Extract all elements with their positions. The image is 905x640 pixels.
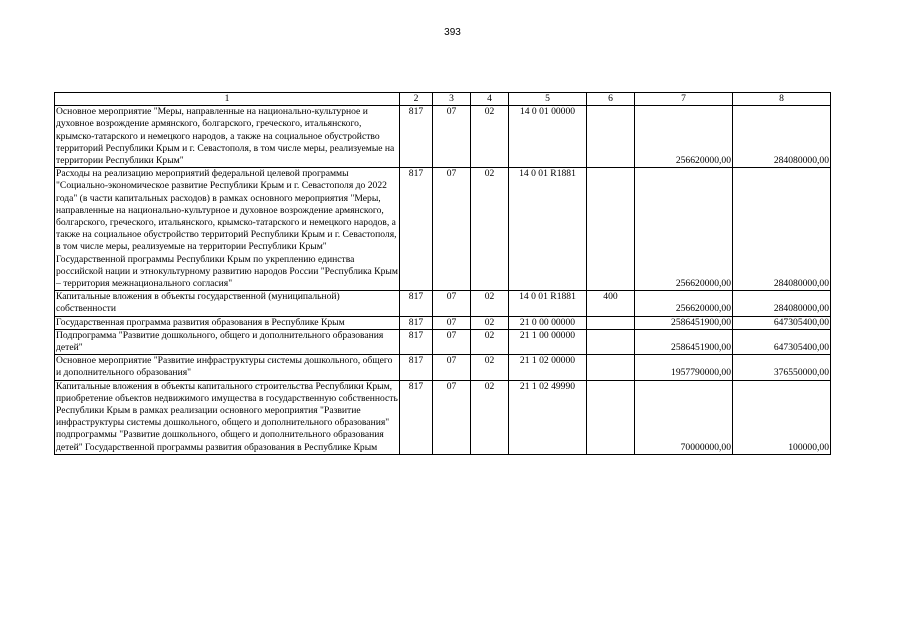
row-amount-year-2: 284080000,00 [733, 168, 831, 291]
row-description: Капитальные вложения в объекты государственной (муниципальной) собственности [55, 291, 400, 316]
column-header: 6 [587, 93, 635, 106]
table-row [55, 380, 831, 454]
row-section-code: 07 [433, 355, 471, 380]
row-ministry-code: 817 [400, 380, 433, 454]
row-subsection-code: 02 [471, 329, 509, 354]
row-amount-year-1: 2586451900,00 [635, 316, 733, 329]
row-amount-year-1: 2586451900,00 [635, 329, 733, 354]
row-target-article: 21 1 00 00000 [509, 329, 587, 354]
row-section-code: 07 [433, 316, 471, 329]
row-ministry-code: 817 [400, 168, 433, 291]
row-ministry-code: 817 [400, 355, 433, 380]
table-row [55, 355, 831, 380]
row-description: Подпрограмма "Развитие дошкольного, общего и дополнительного образования детей" [55, 329, 400, 354]
row-target-article: 21 0 00 00000 [509, 316, 587, 329]
row-expense-type: 400 [587, 291, 635, 316]
row-expense-type [587, 316, 635, 329]
row-section-code: 07 [433, 168, 471, 291]
row-target-article: 14 0 01 R1881 [509, 168, 587, 291]
row-subsection-code: 02 [471, 291, 509, 316]
row-subsection-code: 02 [471, 355, 509, 380]
table-row [55, 291, 831, 316]
row-expense-type [587, 355, 635, 380]
table-row [55, 106, 831, 168]
row-amount-year-1: 1957790000,00 [635, 355, 733, 380]
table-header-row [55, 93, 831, 106]
row-amount-year-1: 256620000,00 [635, 106, 733, 168]
row-amount-year-1: 256620000,00 [635, 291, 733, 316]
row-amount-year-2: 647305400,00 [733, 316, 831, 329]
row-section-code: 07 [433, 291, 471, 316]
row-subsection-code: 02 [471, 316, 509, 329]
column-header: 5 [509, 93, 587, 106]
page-number: 393 [444, 27, 461, 38]
table-row [55, 329, 831, 354]
column-header: 7 [635, 93, 733, 106]
row-expense-type [587, 329, 635, 354]
row-description: Государственная программа развития образования в Республике Крым [55, 316, 400, 329]
row-target-article: 21 1 02 00000 [509, 355, 587, 380]
row-amount-year-2: 284080000,00 [733, 106, 831, 168]
row-expense-type [587, 106, 635, 168]
table-row [55, 316, 831, 329]
row-description: Капитальные вложения в объекты капитального строительства Республики Крым, приобретение объектов недвижимого имущества в государственную собственность Республики Крым в рамках реализации основного мероприятия "Развитие инфраструктуры системы дошкольного, общего и дополнительного образования" подпрограммы "Развитие дошкольного, общего и дополнительного образования детей" Государственной программы развития образования в Республике Крым [56, 380, 398, 453]
row-amount-year-1: 256620000,00 [635, 168, 733, 291]
column-header: 4 [471, 93, 509, 106]
row-amount-year-2: 376550000,00 [733, 355, 831, 380]
column-header: 3 [433, 93, 471, 106]
row-amount-year-2: 284080000,00 [733, 291, 831, 316]
row-subsection-code: 02 [471, 168, 509, 291]
row-section-code: 07 [433, 380, 471, 454]
column-header: 1 [55, 93, 400, 106]
row-subsection-code: 02 [471, 380, 509, 454]
row-target-article: 14 0 01 R1881 [509, 291, 587, 316]
budget-table [54, 92, 831, 455]
column-header: 8 [733, 93, 831, 106]
row-description: Основное мероприятие "Развитие инфраструктуры системы дошкольного, общего и дополнительного образования" [55, 355, 400, 380]
row-target-article: 21 1 02 49990 [509, 380, 587, 454]
row-target-article: 14 0 01 00000 [509, 106, 587, 168]
row-subsection-code: 02 [471, 106, 509, 168]
row-ministry-code: 817 [400, 106, 433, 168]
row-amount-year-2: 100000,00 [733, 380, 831, 454]
table-row [55, 168, 831, 291]
row-description: Основное мероприятие "Меры, направленные на национально-культурное и духовное возрождение армянского, болгарского, греческого, итальянского, крымско-татарского и немецкого народов, а также на социальное обустройство территорий Республики Крым и г. Севастополя, в том числе меры, реализуемые на территории Республики Крым" [55, 106, 400, 168]
row-amount-year-2: 647305400,00 [733, 329, 831, 354]
row-ministry-code: 817 [400, 329, 433, 354]
row-expense-type [587, 168, 635, 291]
row-expense-type [587, 380, 635, 454]
row-section-code: 07 [433, 329, 471, 354]
row-amount-year-1: 70000000,00 [635, 380, 733, 454]
row-ministry-code: 817 [400, 316, 433, 329]
row-section-code: 07 [433, 106, 471, 168]
row-ministry-code: 817 [400, 291, 433, 316]
row-description: Расходы на реализацию мероприятий федеральной целевой программы "Социально-экономическое развитие Республики Крым и г. Севастополя до 2022 года" (в части капитальных расходов) в рамках основного мероприятия "Меры, направленные на национально-культурное и духовное возрождение армянского, болгарского, греческого, итальянского, крымско-татарского и немецкого народов, а также на социальное обустройство территорий Республики Крым и г. Севастополя, в том числе меры, реализуемые на территории Республики Крым" Государственной программы Республики Крым по укреплению единства российской нации и этнокультурному развитию народов России "Республика Крым – территория межнационального согласия" [56, 168, 398, 290]
column-header: 2 [400, 93, 433, 106]
